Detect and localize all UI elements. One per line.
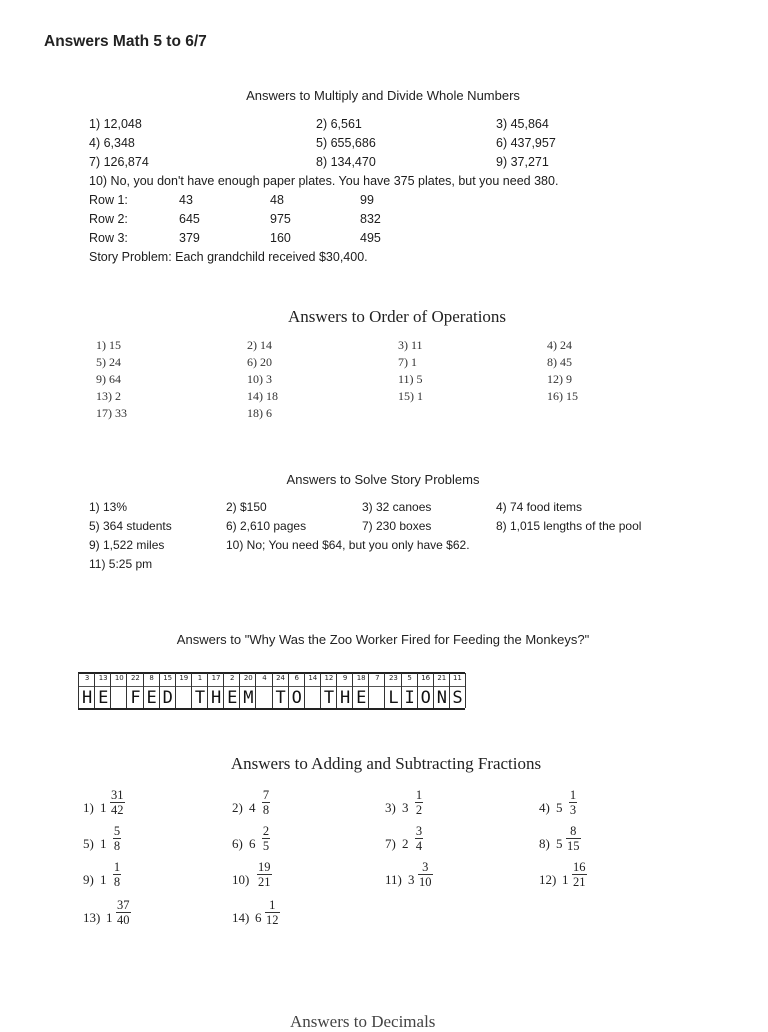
page-title: Answers Math 5 to 6/7 (44, 33, 207, 50)
puzzle-cell-number: 23 (388, 674, 398, 682)
fraction-answer-label: 11) (385, 872, 402, 887)
fraction-part (566, 788, 580, 817)
puzzle-cell-number: 5 (407, 674, 412, 682)
fraction-whole-number: 6 (249, 836, 256, 851)
puzzle-cell (239, 673, 256, 708)
puzzle-cell-letter: O (420, 688, 431, 708)
fraction-answer-label: 9) (83, 872, 94, 887)
fraction-numerator: 16 (573, 860, 586, 874)
fraction-whole-number: 1 (100, 836, 107, 851)
puzzle-cell (159, 673, 176, 708)
puzzle-cell-letter: M (243, 688, 254, 708)
puzzle-cell-letter: O (291, 688, 302, 708)
puzzle-cell (449, 673, 466, 708)
puzzle-cell (352, 673, 369, 708)
fraction-part (257, 860, 272, 889)
answer-item: 3) 32 canoes (362, 500, 432, 514)
answer-item: 6) 20 (247, 355, 272, 369)
row-value: 43 (179, 193, 193, 207)
order-ops-heading: Answers to Order of Operations (287, 307, 507, 326)
fraction-part (412, 824, 426, 853)
answer-item: 7) 126,874 (89, 155, 149, 169)
puzzle-cell-number: 2 (229, 674, 235, 682)
fraction-denominator: 40 (117, 913, 130, 927)
puzzle-cell-letter: E (227, 688, 238, 708)
fraction-part (572, 860, 587, 889)
fraction-whole-number: 3 (402, 800, 409, 815)
fraction-part (265, 898, 280, 927)
answer-item: 8) 45 (547, 355, 572, 369)
fraction-denominator: 21 (258, 875, 271, 889)
fraction-part (259, 824, 273, 853)
story-problems-heading: Answers to Solve Story Problems (286, 472, 480, 487)
row-label: Row 3: (89, 231, 128, 245)
fraction-whole-number: 1 (100, 800, 107, 815)
fraction-numerator: 8 (570, 824, 577, 838)
row-value: 99 (360, 193, 374, 207)
puzzle-cell (288, 673, 305, 708)
answer-item: 4) 24 (547, 338, 572, 352)
zoo-puzzle-answer-strip (78, 672, 465, 710)
puzzle-cell (320, 673, 337, 708)
fractions-heading: Answers to Adding and Subtracting Fractions (230, 754, 542, 773)
fraction-denominator: 8 (113, 875, 121, 889)
answer-item: 4) 74 food items (496, 500, 583, 514)
fraction-answer-label: 1) (83, 800, 94, 815)
answer-item: 3) 11 (398, 338, 423, 352)
row-label: Row 2: (89, 212, 128, 226)
answer-item: 2) 14 (247, 338, 272, 352)
puzzle-cell (272, 673, 289, 708)
fraction-numerator: 37 (117, 898, 130, 912)
puzzle-cell-number: 6 (294, 674, 299, 682)
puzzle-cell-number: 7 (375, 674, 380, 682)
zoo-heading: Answers to "Why Was the Zoo Worker Fired for Feeding the Monkeys?" (176, 632, 590, 647)
fraction-whole-number: 1 (562, 872, 569, 887)
fraction-whole-number: 2 (402, 836, 409, 851)
answer-item: 1) 13% (89, 500, 128, 514)
puzzle-cell-number: 17 (211, 674, 221, 682)
fraction-denominator: 8 (113, 839, 121, 853)
row-value: 160 (270, 231, 291, 245)
fraction-denominator: 10 (419, 875, 432, 889)
fraction-denominator: 8 (262, 803, 270, 817)
answer-item: 4) 6,348 (89, 136, 135, 150)
answer-item: 6) 437,957 (496, 136, 556, 150)
puzzle-cell (94, 673, 111, 708)
puzzle-cell-number: 13 (98, 674, 108, 682)
fraction-denominator: 12 (266, 913, 279, 927)
fraction-denominator: 2 (415, 803, 423, 817)
answer-item: 10) 3 (247, 372, 272, 386)
answer-item: 9) 1,522 miles (89, 538, 165, 552)
puzzle-cell-letter: I (404, 688, 415, 708)
puzzle-cell (175, 673, 192, 708)
puzzle-cell (368, 673, 385, 708)
puzzle-cell (384, 673, 401, 708)
puzzle-cell-letter: S (452, 688, 463, 708)
puzzle-cell (191, 673, 208, 708)
row-value: 48 (270, 193, 284, 207)
fraction-answer-label: 3) (385, 800, 396, 815)
answer-item: 11) 5 (398, 372, 423, 386)
puzzle-cell-letter: H (339, 688, 351, 708)
answer-item: 17) 33 (96, 406, 127, 420)
puzzle-cell (143, 673, 160, 708)
puzzle-cell-number: 19 (179, 674, 189, 682)
fraction-numerator: 7 (262, 788, 270, 802)
puzzle-cell-letter: T (194, 688, 206, 708)
puzzle-cell (126, 673, 143, 708)
puzzle-cell (207, 673, 224, 708)
answer-item: 7) 1 (398, 355, 417, 369)
fraction-answer-label: 6) (232, 836, 243, 851)
puzzle-cell (223, 673, 240, 708)
puzzle-cell-letter: E (98, 688, 109, 708)
fraction-numerator: 19 (258, 860, 271, 874)
answer-item: 14) 18 (247, 389, 278, 403)
answer-item: 2) $150 (226, 500, 267, 514)
puzzle-cell (110, 673, 127, 708)
puzzle-cell-letter: T (275, 688, 286, 708)
fraction-whole-number: 5 (556, 836, 563, 851)
answer-item: 16) 15 (547, 389, 578, 403)
answer-item: 11) 5:25 pm (89, 557, 153, 571)
fraction-answer-label: 8) (539, 836, 550, 851)
puzzle-cell-letter: N (436, 688, 447, 708)
fraction-answer-label: 12) (539, 872, 557, 887)
fraction-numerator: 1 (415, 788, 423, 802)
puzzle-cell-letter: E (356, 688, 367, 708)
puzzle-cell-letter: H (210, 688, 222, 708)
fraction-numerator: 1 (113, 860, 121, 874)
answer-item: 5) 364 students (89, 519, 172, 533)
row-value: 495 (360, 231, 381, 245)
puzzle-cell-number: 22 (130, 674, 140, 682)
puzzle-cell-letter: T (323, 688, 335, 708)
fraction-numerator: 2 (262, 824, 270, 838)
fraction-denominator: 4 (415, 839, 423, 853)
fraction-answer-label: 7) (385, 836, 396, 851)
puzzle-cell-number: 8 (149, 674, 154, 682)
row-value: 645 (179, 212, 200, 226)
puzzle-cell (417, 673, 434, 708)
row-label: Row 1: (89, 193, 128, 207)
next-section-heading: Answers to Decimals (290, 1012, 436, 1031)
puzzle-cell-number: 18 (356, 674, 366, 682)
row-value: 379 (179, 231, 200, 245)
puzzle-cell (255, 673, 272, 708)
fraction-answer-label: 2) (232, 800, 243, 815)
puzzle-cell (401, 673, 418, 708)
puzzle-cell-number: 21 (437, 674, 447, 682)
answer-item: 18) 6 (247, 406, 272, 420)
answer-item: 5) 655,686 (316, 136, 376, 150)
fraction-whole-number: 6 (255, 910, 262, 925)
fraction-part (110, 788, 125, 817)
fraction-denominator: 15 (567, 839, 580, 853)
puzzle-cell-letter: E (146, 688, 157, 708)
answer-item: 1) 15 (96, 338, 121, 352)
answer-item: 2) 6,561 (316, 117, 362, 131)
fraction-answer-label: 5) (83, 836, 94, 851)
answer-item: 5) 24 (96, 355, 121, 369)
fraction-answer-label: 13) (83, 910, 101, 925)
puzzle-cell-number: 20 (243, 674, 253, 682)
fraction-answer-label: 14) (232, 910, 250, 925)
answer-item: 7) 230 boxes (362, 519, 432, 533)
puzzle-cell-letter: H (81, 688, 93, 708)
puzzle-cell-number: 1 (197, 674, 203, 682)
puzzle-cell (336, 673, 353, 708)
row-value: 975 (270, 212, 291, 226)
answer-item: 8) 1,015 lengths of the pool (496, 519, 642, 533)
puzzle-cell-number: 24 (276, 674, 286, 682)
puzzle-cell-number: 11 (452, 674, 462, 682)
puzzle-cell (78, 673, 95, 708)
puzzle-cell-number: 16 (421, 674, 431, 682)
answer-item: 9) 37,271 (496, 155, 549, 169)
fraction-part (566, 824, 581, 853)
puzzle-bottom-border (78, 708, 465, 710)
fraction-denominator: 42 (111, 803, 124, 817)
answer-item: 9) 64 (96, 372, 121, 386)
answer-item: 8) 134,470 (316, 155, 376, 169)
puzzle-cell-number: 3 (84, 674, 90, 682)
fraction-whole-number: 3 (408, 872, 415, 887)
fraction-part (412, 788, 426, 817)
fraction-answer-label: 10) (232, 872, 250, 887)
puzzle-cell-number: 10 (114, 674, 124, 682)
fraction-numerator: 3 (422, 860, 429, 874)
row-value: 832 (360, 212, 381, 226)
fraction-denominator: 5 (262, 839, 270, 853)
puzzle-cell-letter: F (130, 688, 141, 708)
fraction-whole-number: 1 (100, 872, 107, 887)
fraction-numerator: 3 (415, 824, 423, 838)
puzzle-cell-letter: D (162, 688, 173, 708)
fraction-whole-number: 1 (106, 910, 113, 925)
puzzle-cell (304, 673, 321, 708)
answer-item: 6) 2,610 pages (226, 519, 307, 533)
puzzle-cell-letter: L (388, 688, 399, 708)
answer-item: 13) 2 (96, 389, 121, 403)
fraction-part (418, 860, 433, 889)
answer-item: 3) 45,864 (496, 117, 549, 131)
fraction-whole-number: 5 (556, 800, 563, 815)
answer-item: 15) 1 (398, 389, 423, 403)
puzzle-cell-number: 4 (262, 674, 267, 682)
puzzle-cell-number: 12 (324, 674, 334, 682)
answer-item: 10) No; You need $64, but you only have $62. (226, 538, 470, 552)
fraction-part (110, 824, 124, 853)
puzzle-cell (433, 673, 450, 708)
fraction-part (259, 788, 273, 817)
puzzle-cell-number: 14 (308, 674, 318, 682)
answer-10: 10) No, you don't have enough paper plates. You have 375 plates, but you need 380. (89, 174, 559, 188)
fraction-denominator: 21 (573, 875, 586, 889)
fraction-answer-label: 4) (539, 800, 550, 815)
fraction-numerator: 1 (569, 788, 577, 802)
answer-item: 12) 9 (547, 372, 572, 386)
fraction-numerator: 1 (269, 898, 276, 912)
story-problem-answer: Story Problem: Each grandchild received $30,400. (89, 250, 368, 264)
fraction-denominator: 3 (569, 803, 577, 817)
fraction-numerator: 31 (111, 788, 124, 802)
fraction-numerator: 5 (113, 824, 121, 838)
puzzle-cell-number: 15 (163, 674, 173, 682)
fraction-whole-number: 4 (249, 800, 256, 815)
fraction-part (110, 860, 124, 889)
multiply-divide-heading: Answers to Multiply and Divide Whole Numbers (246, 88, 520, 103)
fraction-part (116, 898, 131, 927)
answer-item: 1) 12,048 (89, 117, 142, 131)
puzzle-cell-number: 9 (342, 674, 348, 682)
